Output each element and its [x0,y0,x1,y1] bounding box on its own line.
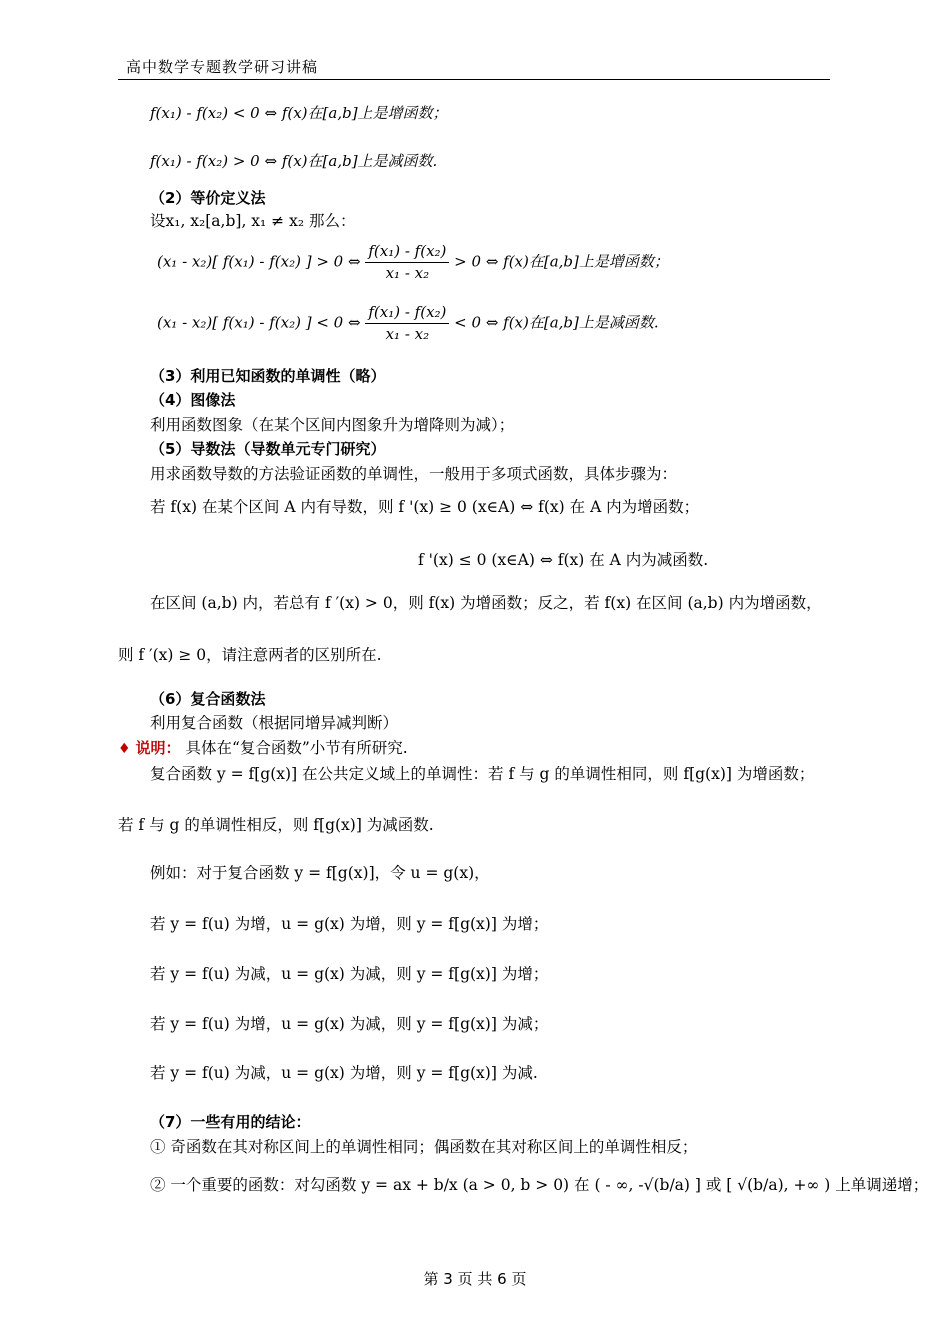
red-drop-icon: ♦ [118,741,131,757]
example-case-1: 若 y = f(u) 为增，u = g(x) 为增，则 y = f[g(x)] 为增； [150,915,549,933]
equivalence-increasing [157,244,669,281]
note-text: 具体在“复合函数”小节有所研究. [185,739,408,757]
example-case-2: 若 y = f(u) 为减，u = g(x) 为减，则 y = f[g(x)] 为增； [150,965,549,983]
graph-method-text: 利用函数图象（在某个区间内图象升为增降则为减）； [150,416,515,434]
derivative-note-line1: 在区间 (a,b) 内，若总有 f ′(x) > 0，则 f(x) 为增函数；反之，若 f(x) 在区间 (a,b) 内为增函数， [150,594,822,612]
example-case-3: 若 y = f(u) 为增，u = g(x) 为减，则 y = f[g(x)] 为减； [150,1015,549,1033]
eq1-right: > 0 ⇔ f(x)在[a,b]上是增函数； [454,252,669,271]
eq2-numerator: f(x₁) - f(x₂) [365,305,449,324]
eq2-denominator: x₁ - x₂ [385,325,430,343]
page-footer: 第 3 页 共 6 页 [423,1270,527,1288]
section-heading-7: （7）一些有用的结论： [150,1113,311,1131]
composite-rule-line1: 复合函数 y = f[g(x)] 在公共定义域上的单调性：若 f 与 g 的单调性相同，则 f[g(x)] 为增函数； [150,765,815,783]
eq1-denominator: x₁ - x₂ [385,264,430,282]
example-case-4: 若 y = f(u) 为减，u = g(x) 为增，则 y = f[g(x)] 为减. [150,1064,538,1082]
section-heading-3: （3）利用已知函数的单调性（略） [150,367,386,385]
eq2-fraction [365,305,449,342]
eq2-right: < 0 ⇔ f(x)在[a,b]上是减函数. [454,313,659,332]
section-heading-5: （5）导数法（导数单元专门研究） [150,440,386,458]
conclusion-2: ② 一个重要的函数：对勾函数 y = ax + b/x (a > 0, b > 0) 在 ( - ∞, -√(b/a) ] 或 [ √(b/a), +∞ ) 上单调递增； [150,1176,929,1194]
section-heading-6: （6）复合函数法 [150,690,266,708]
note-line [118,741,408,757]
derivative-increasing: 若 f(x) 在某个区间 A 内有导数，则 f '(x) ≥ 0 (x∈A) ⇔ f(x) 在 A 内为增函数； [150,498,700,516]
eq1-left: (x₁ - x₂)[ f(x₁) - f(x₂) ] > 0 ⇔ [157,252,361,271]
equivalence-decreasing [157,305,659,342]
derivative-intro: 用求函数导数的方法验证函数的单调性，一般用于多项式函数，具体步骤为： [150,465,678,483]
conclusion-1: ① 奇函数在其对称区间上的单调性相同；偶函数在其对称区间上的单调性相反； [150,1138,698,1156]
setup-line: 设x₁, x₂[a,b], x₁ ≠ x₂ 那么： [150,212,356,230]
composite-method-text: 利用复合函数（根据同增异减判断） [150,714,399,732]
note-label: 说明： [135,739,181,757]
header-rule [118,79,830,80]
eq1-fraction [365,244,449,281]
example-intro: 例如：对于复合函数 y = f[g(x)]，令 u = g(x)， [150,864,490,882]
eq2-left: (x₁ - x₂)[ f(x₁) - f(x₂) ] < 0 ⇔ [157,313,361,332]
definition-increasing: f(x₁) - f(x₂) < 0 ⇔ f(x)在[a,b]上是增函数； [150,104,448,122]
section-heading-4: （4）图像法 [150,391,236,409]
derivative-decreasing: f '(x) ≤ 0 (x∈A) ⇔ f(x) 在 A 内为减函数. [418,551,709,569]
page-header-title: 高中数学专题教学研习讲稿 [126,58,319,76]
derivative-note-line2: 则 f ′(x) ≥ 0，请注意两者的区别所在. [118,646,382,664]
definition-decreasing: f(x₁) - f(x₂) > 0 ⇔ f(x)在[a,b]上是减函数. [150,152,438,170]
eq1-numerator: f(x₁) - f(x₂) [365,244,449,263]
composite-rule-line2: 若 f 与 g 的单调性相反，则 f[g(x)] 为减函数. [118,816,434,834]
section-heading-2: （2）等价定义法 [150,189,266,207]
